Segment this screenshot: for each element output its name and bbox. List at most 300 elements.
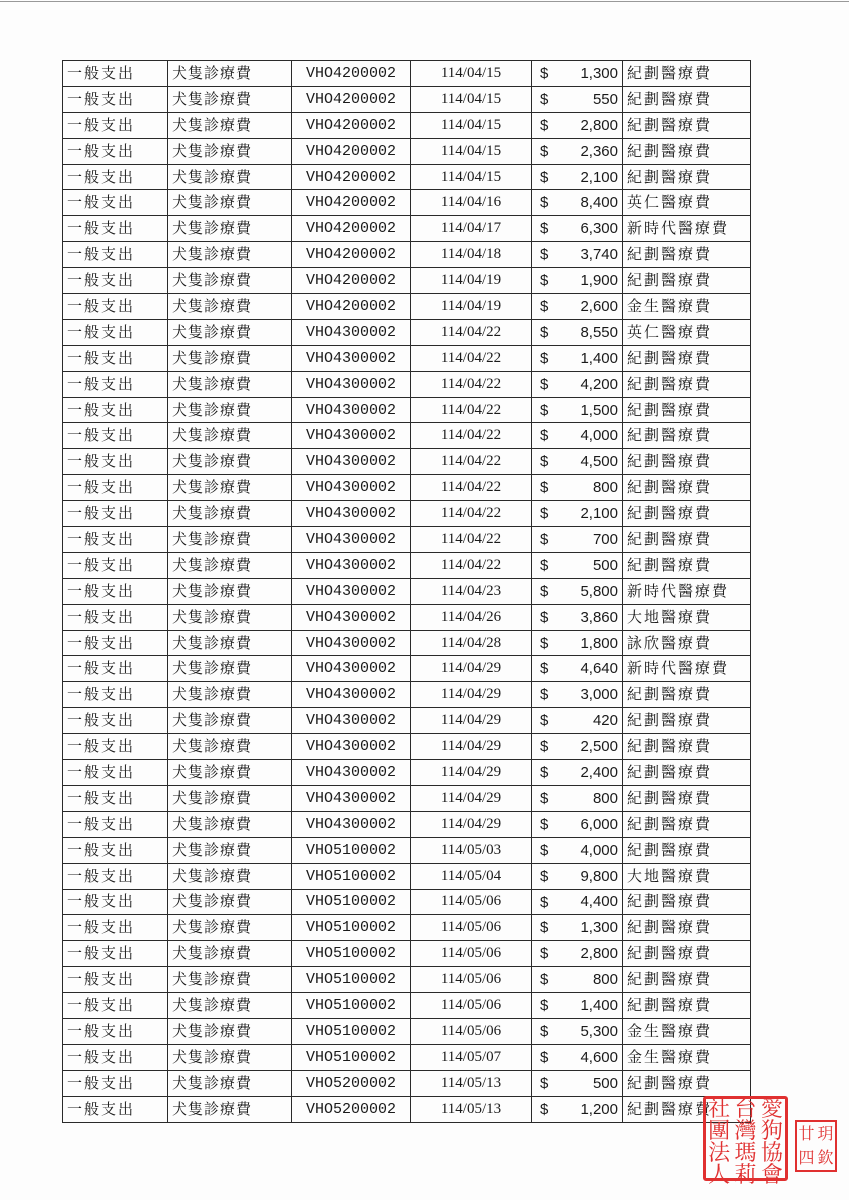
expense-item-cell: 犬隻診療費 [168, 708, 292, 734]
date-cell: 114/04/29 [411, 656, 532, 682]
table-row [63, 552, 751, 578]
voucher-number-cell: VHO4200002 [292, 112, 411, 138]
voucher-number-cell: VHO4300002 [292, 345, 411, 371]
date-cell: 114/04/22 [411, 552, 532, 578]
amount-cell [532, 164, 623, 190]
amount-value: 500 [592, 1074, 618, 1092]
vendor-cell: 英仁醫療費 [623, 319, 751, 345]
vendor-cell: 新時代醫療費 [623, 578, 751, 604]
seal-character: 法 [708, 1141, 731, 1166]
amount-value: 2,500 [580, 738, 618, 756]
expense-item-cell: 犬隻診療費 [168, 552, 292, 578]
personal-seal-stamp [795, 1120, 837, 1172]
vendor-cell: 紀劃醫療費 [623, 734, 751, 760]
currency-symbol: $ [540, 582, 549, 600]
expense-item-cell: 犬隻診療費 [168, 138, 292, 164]
expense-item-cell: 犬隻診療費 [168, 682, 292, 708]
date-cell: 114/05/03 [411, 837, 532, 863]
table-row [63, 811, 751, 837]
vendor-cell: 詠欣醫療費 [623, 630, 751, 656]
expense-category-cell: 一般支出 [63, 682, 168, 708]
currency-symbol: $ [540, 815, 549, 833]
currency-symbol: $ [540, 531, 549, 549]
seal-character: 團 [708, 1119, 731, 1144]
date-cell: 114/04/29 [411, 708, 532, 734]
date-cell: 114/05/06 [411, 889, 532, 915]
date-cell: 114/04/22 [411, 501, 532, 527]
currency-symbol: $ [540, 634, 549, 652]
expense-item-cell: 犬隻診療費 [168, 268, 292, 294]
currency-symbol: $ [540, 841, 549, 859]
amount-value: 3,860 [580, 608, 618, 626]
voucher-number-cell: VHO4200002 [292, 138, 411, 164]
expense-item-cell: 犬隻診療費 [168, 889, 292, 915]
seal-character: 社 [708, 1097, 731, 1122]
amount-value: 1,400 [580, 349, 618, 367]
voucher-number-cell: VHO4200002 [292, 86, 411, 112]
currency-symbol: $ [540, 90, 549, 108]
seal-character: 協 [760, 1141, 783, 1166]
amount-cell [532, 811, 623, 837]
amount-value: 1,200 [580, 1100, 618, 1118]
currency-symbol: $ [540, 505, 549, 523]
date-cell: 114/04/29 [411, 734, 532, 760]
table-row [63, 630, 751, 656]
amount-cell [532, 682, 623, 708]
vendor-cell: 紀劃醫療費 [623, 449, 751, 475]
vendor-cell: 紀劃醫療費 [623, 397, 751, 423]
expense-category-cell: 一般支出 [63, 164, 168, 190]
amount-cell [532, 397, 623, 423]
amount-value: 2,400 [580, 763, 618, 781]
vendor-cell: 紀劃醫療費 [623, 1070, 751, 1096]
expense-item-cell: 犬隻診療費 [168, 604, 292, 630]
seal-character: 廿 [798, 1124, 815, 1143]
table-row [63, 604, 751, 630]
date-cell: 114/05/07 [411, 1044, 532, 1070]
table-row [63, 112, 751, 138]
table-row [63, 449, 751, 475]
amount-cell [532, 475, 623, 501]
expense-category-cell: 一般支出 [63, 708, 168, 734]
currency-symbol: $ [540, 1100, 549, 1118]
amount-cell [532, 319, 623, 345]
expense-category-cell: 一般支出 [63, 837, 168, 863]
amount-cell [532, 501, 623, 527]
date-cell: 114/04/15 [411, 61, 532, 87]
amount-cell [532, 1070, 623, 1096]
seal-character: 瑪 [734, 1141, 757, 1166]
amount-value: 4,200 [580, 375, 618, 393]
amount-cell [532, 941, 623, 967]
currency-symbol: $ [540, 453, 549, 471]
amount-cell [532, 423, 623, 449]
voucher-number-cell: VHO4300002 [292, 656, 411, 682]
expense-item-cell: 犬隻診療費 [168, 112, 292, 138]
expense-item-cell: 犬隻診療費 [168, 1096, 292, 1122]
currency-symbol: $ [540, 608, 549, 626]
seal-character: 人 [708, 1163, 731, 1188]
amount-cell [532, 268, 623, 294]
amount-value: 500 [592, 556, 618, 574]
voucher-number-cell: VHO4300002 [292, 397, 411, 423]
date-cell: 114/04/22 [411, 319, 532, 345]
expense-item-cell: 犬隻診療費 [168, 967, 292, 993]
expense-category-cell: 一般支出 [63, 268, 168, 294]
expense-category-cell: 一般支出 [63, 1096, 168, 1122]
table-row [63, 138, 751, 164]
expense-category-cell: 一般支出 [63, 1044, 168, 1070]
currency-symbol: $ [540, 298, 549, 316]
voucher-number-cell: VHO4300002 [292, 630, 411, 656]
voucher-number-cell: VHO4300002 [292, 760, 411, 786]
currency-symbol: $ [540, 686, 549, 704]
expense-category-cell: 一般支出 [63, 578, 168, 604]
amount-value: 9,800 [580, 867, 618, 885]
voucher-number-cell: VHO5200002 [292, 1096, 411, 1122]
voucher-number-cell: VHO5200002 [292, 1070, 411, 1096]
amount-cell [532, 190, 623, 216]
vendor-cell: 英仁醫療費 [623, 190, 751, 216]
table-row [63, 1070, 751, 1096]
amount-cell [532, 734, 623, 760]
seal-character: 會 [760, 1163, 783, 1188]
date-cell: 114/04/22 [411, 423, 532, 449]
currency-symbol: $ [540, 764, 549, 782]
page-top-edge-line [0, 1, 849, 2]
date-cell: 114/04/22 [411, 527, 532, 553]
currency-symbol: $ [540, 246, 549, 264]
currency-symbol: $ [540, 738, 549, 756]
vendor-cell: 新時代醫療費 [623, 656, 751, 682]
date-cell: 114/04/29 [411, 785, 532, 811]
date-cell: 114/04/15 [411, 112, 532, 138]
voucher-number-cell: VHO5100002 [292, 889, 411, 915]
amount-value: 550 [592, 90, 618, 108]
table-row [63, 475, 751, 501]
expense-category-cell: 一般支出 [63, 86, 168, 112]
expense-item-cell: 犬隻診療費 [168, 630, 292, 656]
date-cell: 114/04/22 [411, 449, 532, 475]
expense-category-cell: 一般支出 [63, 734, 168, 760]
vendor-cell: 紀劃醫療費 [623, 345, 751, 371]
date-cell: 114/04/16 [411, 190, 532, 216]
vendor-cell: 紀劃醫療費 [623, 423, 751, 449]
amount-value: 800 [592, 789, 618, 807]
expense-category-cell: 一般支出 [63, 915, 168, 941]
amount-value: 3,740 [580, 246, 618, 264]
amount-value: 2,100 [580, 505, 618, 523]
expense-category-cell: 一般支出 [63, 993, 168, 1019]
voucher-number-cell: VHO4300002 [292, 604, 411, 630]
amount-value: 2,360 [580, 142, 618, 160]
expense-item-cell: 犬隻診療費 [168, 449, 292, 475]
amount-cell [532, 294, 623, 320]
amount-cell [532, 578, 623, 604]
voucher-number-cell: VHO4200002 [292, 190, 411, 216]
date-cell: 114/04/26 [411, 604, 532, 630]
voucher-number-cell: VHO5100002 [292, 1044, 411, 1070]
vendor-cell: 金生醫療費 [623, 1044, 751, 1070]
expense-item-cell: 犬隻診療費 [168, 1018, 292, 1044]
expense-category-cell: 一般支出 [63, 889, 168, 915]
amount-cell [532, 371, 623, 397]
date-cell: 114/04/29 [411, 682, 532, 708]
amount-value: 3,000 [580, 686, 618, 704]
voucher-number-cell: VHO4300002 [292, 501, 411, 527]
amount-value: 6,300 [580, 220, 618, 238]
voucher-number-cell: VHO4300002 [292, 708, 411, 734]
voucher-number-cell: VHO5100002 [292, 915, 411, 941]
vendor-cell: 紀劃醫療費 [623, 86, 751, 112]
date-cell: 114/04/23 [411, 578, 532, 604]
expense-category-cell: 一般支出 [63, 242, 168, 268]
voucher-number-cell: VHO5100002 [292, 941, 411, 967]
table-row [63, 837, 751, 863]
voucher-number-cell: VHO4300002 [292, 527, 411, 553]
expense-category-cell: 一般支出 [63, 863, 168, 889]
table-row [63, 164, 751, 190]
vendor-cell: 紀劃醫療費 [623, 941, 751, 967]
amount-cell [532, 785, 623, 811]
vendor-cell: 大地醫療費 [623, 604, 751, 630]
expense-category-cell: 一般支出 [63, 656, 168, 682]
vendor-cell: 紀劃醫療費 [623, 527, 751, 553]
table-row [63, 242, 751, 268]
table-row [63, 656, 751, 682]
amount-cell [532, 604, 623, 630]
amount-value: 1,400 [580, 997, 618, 1014]
table-row [63, 527, 751, 553]
amount-value: 2,600 [580, 297, 618, 315]
voucher-number-cell: VHO4300002 [292, 578, 411, 604]
expense-item-cell: 犬隻診療費 [168, 294, 292, 320]
amount-value: 1,500 [580, 401, 618, 419]
table-row [63, 1096, 751, 1122]
vendor-cell: 紀劃醫療費 [623, 915, 751, 941]
expense-category-cell: 一般支出 [63, 967, 168, 993]
voucher-number-cell: VHO4200002 [292, 242, 411, 268]
amount-cell [532, 112, 623, 138]
table-row [63, 578, 751, 604]
date-cell: 114/05/06 [411, 1018, 532, 1044]
expense-category-cell: 一般支出 [63, 552, 168, 578]
amount-value: 2,800 [580, 116, 618, 134]
amount-value: 1,900 [580, 272, 618, 290]
date-cell: 114/04/22 [411, 345, 532, 371]
currency-symbol: $ [540, 1022, 549, 1040]
expense-item-cell: 犬隻診療費 [168, 993, 292, 1019]
expense-item-cell: 犬隻診療費 [168, 863, 292, 889]
date-cell: 114/05/06 [411, 967, 532, 993]
amount-cell [532, 760, 623, 786]
table-row [63, 889, 751, 915]
table-row [63, 967, 751, 993]
vendor-cell: 紀劃醫療費 [623, 837, 751, 863]
date-cell: 114/05/13 [411, 1096, 532, 1122]
expense-item-cell: 犬隻診療費 [168, 190, 292, 216]
date-cell: 114/05/04 [411, 863, 532, 889]
seal-character: 愛 [760, 1097, 783, 1122]
amount-value: 800 [592, 971, 618, 989]
amount-value: 1,300 [580, 64, 618, 82]
currency-symbol: $ [540, 997, 549, 1015]
expense-category-cell: 一般支出 [63, 319, 168, 345]
amount-cell [532, 915, 623, 941]
date-cell: 114/04/15 [411, 138, 532, 164]
voucher-number-cell: VHO4300002 [292, 811, 411, 837]
expense-category-cell: 一般支出 [63, 1070, 168, 1096]
currency-symbol: $ [540, 168, 549, 186]
amount-cell [532, 216, 623, 242]
date-cell: 114/04/29 [411, 811, 532, 837]
expense-category-cell: 一般支出 [63, 61, 168, 87]
amount-value: 420 [592, 712, 618, 730]
ledger-body [63, 61, 751, 1123]
voucher-number-cell: VHO5100002 [292, 863, 411, 889]
vendor-cell: 金生醫療費 [623, 1018, 751, 1044]
amount-cell [532, 708, 623, 734]
voucher-number-cell: VHO5100002 [292, 1018, 411, 1044]
voucher-number-cell: VHO5100002 [292, 837, 411, 863]
vendor-cell: 紀劃醫療費 [623, 475, 751, 501]
date-cell: 114/04/29 [411, 760, 532, 786]
voucher-number-cell: VHO4300002 [292, 734, 411, 760]
expense-item-cell: 犬隻診療費 [168, 86, 292, 112]
vendor-cell: 紀劃醫療費 [623, 993, 751, 1019]
table-row [63, 86, 751, 112]
expense-category-cell: 一般支出 [63, 604, 168, 630]
amount-value: 1,300 [580, 919, 618, 937]
voucher-number-cell: VHO4200002 [292, 268, 411, 294]
currency-symbol: $ [540, 712, 549, 730]
currency-symbol: $ [540, 867, 549, 885]
amount-value: 6,000 [580, 815, 618, 833]
date-cell: 114/04/17 [411, 216, 532, 242]
date-cell: 114/04/15 [411, 164, 532, 190]
date-cell: 114/04/18 [411, 242, 532, 268]
amount-value: 4,400 [580, 893, 618, 911]
amount-cell [532, 993, 623, 1019]
amount-value: 4,500 [580, 453, 618, 471]
vendor-cell: 新時代醫療費 [623, 216, 751, 242]
amount-value: 4,640 [580, 660, 618, 678]
amount-value: 8,550 [580, 323, 618, 341]
date-cell: 114/05/06 [411, 941, 532, 967]
amount-value: 4,000 [580, 427, 618, 445]
currency-symbol: $ [540, 427, 549, 445]
vendor-cell: 金生醫療費 [623, 294, 751, 320]
table-row [63, 501, 751, 527]
voucher-number-cell: VHO4300002 [292, 449, 411, 475]
table-row [63, 915, 751, 941]
expense-category-cell: 一般支出 [63, 811, 168, 837]
expense-category-cell: 一般支出 [63, 785, 168, 811]
amount-cell [532, 242, 623, 268]
table-row [63, 1018, 751, 1044]
table-row [63, 760, 751, 786]
expense-item-cell: 犬隻診療費 [168, 915, 292, 941]
date-cell: 114/04/22 [411, 475, 532, 501]
voucher-number-cell: VHO4300002 [292, 785, 411, 811]
amount-value: 700 [592, 530, 618, 548]
voucher-number-cell: VHO4300002 [292, 475, 411, 501]
amount-cell [532, 1018, 623, 1044]
amount-value: 2,800 [580, 945, 618, 963]
date-cell: 114/04/15 [411, 86, 532, 112]
vendor-cell: 紀劃醫療費 [623, 889, 751, 915]
vendor-cell: 紀劃醫療費 [623, 760, 751, 786]
currency-symbol: $ [540, 142, 549, 160]
expense-category-cell: 一般支出 [63, 112, 168, 138]
expense-item-cell: 犬隻診療費 [168, 941, 292, 967]
expense-item-cell: 犬隻診療費 [168, 61, 292, 87]
expense-category-cell: 一般支出 [63, 941, 168, 967]
table-row [63, 423, 751, 449]
vendor-cell: 紀劃醫療費 [623, 785, 751, 811]
currency-symbol: $ [540, 479, 549, 497]
voucher-number-cell: VHO4200002 [292, 164, 411, 190]
table-row [63, 682, 751, 708]
amount-value: 4,600 [580, 1048, 618, 1066]
expense-item-cell: 犬隻診療費 [168, 423, 292, 449]
currency-symbol: $ [540, 349, 549, 367]
table-row [63, 397, 751, 423]
currency-symbol: $ [540, 1074, 549, 1092]
amount-cell [532, 837, 623, 863]
expense-category-cell: 一般支出 [63, 138, 168, 164]
expense-category-cell: 一般支出 [63, 423, 168, 449]
currency-symbol: $ [540, 272, 549, 290]
seal-character: 四 [798, 1148, 815, 1167]
currency-symbol: $ [540, 945, 549, 963]
amount-value: 5,800 [580, 582, 618, 600]
expense-item-cell: 犬隻診療費 [168, 734, 292, 760]
currency-symbol: $ [540, 660, 549, 678]
amount-value: 1,800 [580, 634, 618, 652]
expense-item-cell: 犬隻診療費 [168, 760, 292, 786]
currency-symbol: $ [540, 65, 549, 82]
amount-cell [532, 967, 623, 993]
table-row [63, 268, 751, 294]
table-row [63, 345, 751, 371]
amount-value: 2,100 [580, 168, 618, 186]
amount-cell [532, 1096, 623, 1122]
expense-category-cell: 一般支出 [63, 216, 168, 242]
table-row [63, 319, 751, 345]
expense-category-cell: 一般支出 [63, 397, 168, 423]
amount-cell [532, 61, 623, 87]
expense-item-cell: 犬隻診療費 [168, 527, 292, 553]
amount-cell [532, 527, 623, 553]
expense-item-cell: 犬隻診療費 [168, 475, 292, 501]
currency-symbol: $ [540, 323, 549, 341]
amount-value: 5,300 [580, 1022, 618, 1040]
amount-cell [532, 1044, 623, 1070]
currency-symbol: $ [540, 556, 549, 574]
amount-cell [532, 138, 623, 164]
expense-category-cell: 一般支出 [63, 527, 168, 553]
voucher-number-cell: VHO4300002 [292, 423, 411, 449]
amount-value: 800 [592, 479, 618, 497]
amount-cell [532, 656, 623, 682]
table-row [63, 190, 751, 216]
expense-item-cell: 犬隻診療費 [168, 785, 292, 811]
expense-category-cell: 一般支出 [63, 1018, 168, 1044]
vendor-cell: 大地醫療費 [623, 863, 751, 889]
vendor-cell: 紀劃醫療費 [623, 371, 751, 397]
organization-seal-stamp [703, 1096, 788, 1188]
